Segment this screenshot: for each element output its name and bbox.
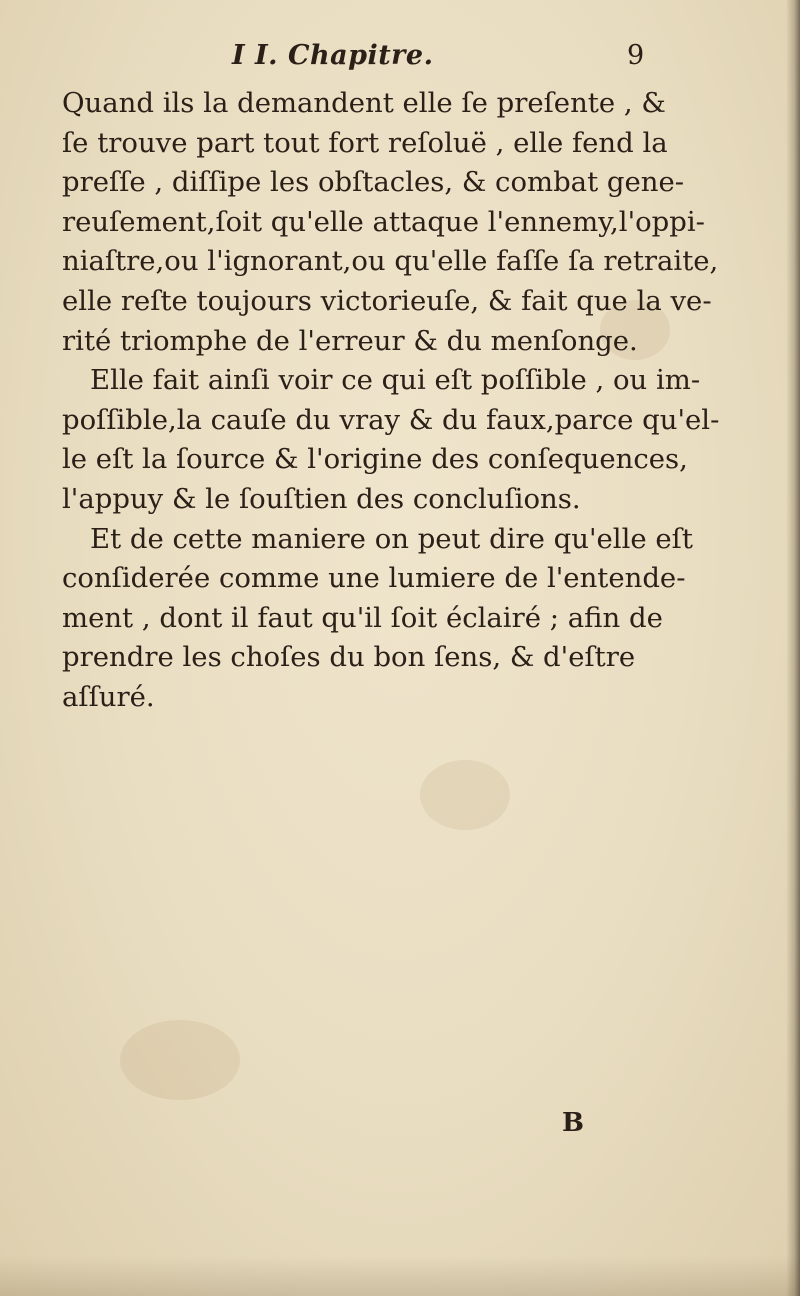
paper-stain bbox=[120, 1020, 240, 1100]
paper-stain bbox=[420, 760, 510, 830]
body-text bbox=[62, 84, 720, 718]
page-edge-shadow bbox=[786, 0, 800, 1296]
text-line: ſe trouve part tout fort reſoluë , elle fend la bbox=[62, 126, 668, 159]
text-line: rité triomphe de l'erreur & du menſonge. bbox=[62, 324, 638, 357]
text-line: conſiderée comme une lumiere de l'entende- bbox=[62, 562, 686, 595]
text-line: reuſement,ſoit qu'elle attaque l'ennemy,l'oppi- bbox=[62, 205, 705, 238]
running-title: I I. Chapitre. bbox=[232, 40, 434, 71]
text-line: aſſuré. bbox=[62, 680, 155, 713]
text-line: preſſe , diſſipe les obſtacles, & combat gene- bbox=[62, 166, 685, 199]
text-line: Elle fait ainſi voir ce qui eſt poſſible , ou im- bbox=[90, 364, 701, 397]
text-line: elle reſte toujours victorieuſe, & fait que la ve- bbox=[62, 284, 712, 317]
page-bottom-shadow bbox=[0, 1256, 800, 1296]
text-line: poſſible,la cauſe du vray & du faux,parce qu'el- bbox=[62, 403, 720, 436]
text-line: ment , dont il faut qu'il ſoit éclairé ; afin de bbox=[62, 601, 663, 634]
text-line: l'appuy & le ſouſtien des concluſions. bbox=[62, 482, 581, 515]
text-line: niaſtre,ou l'ignorant,ou qu'elle faſſe ſa retraite, bbox=[62, 245, 719, 278]
page-number: 9 bbox=[627, 40, 645, 71]
text-line: prendre les choſes du bon ſens, & d'eſtre bbox=[62, 641, 636, 674]
text-line: Quand ils la demandent elle ſe preſente , & bbox=[62, 87, 666, 119]
page-header bbox=[62, 38, 662, 82]
text-line: Et de cette maniere on peut dire qu'elle eſt bbox=[90, 522, 693, 555]
text-line: le eſt la ſource & l'origine des conſequences, bbox=[62, 443, 688, 476]
signature-mark: B bbox=[562, 1108, 584, 1138]
